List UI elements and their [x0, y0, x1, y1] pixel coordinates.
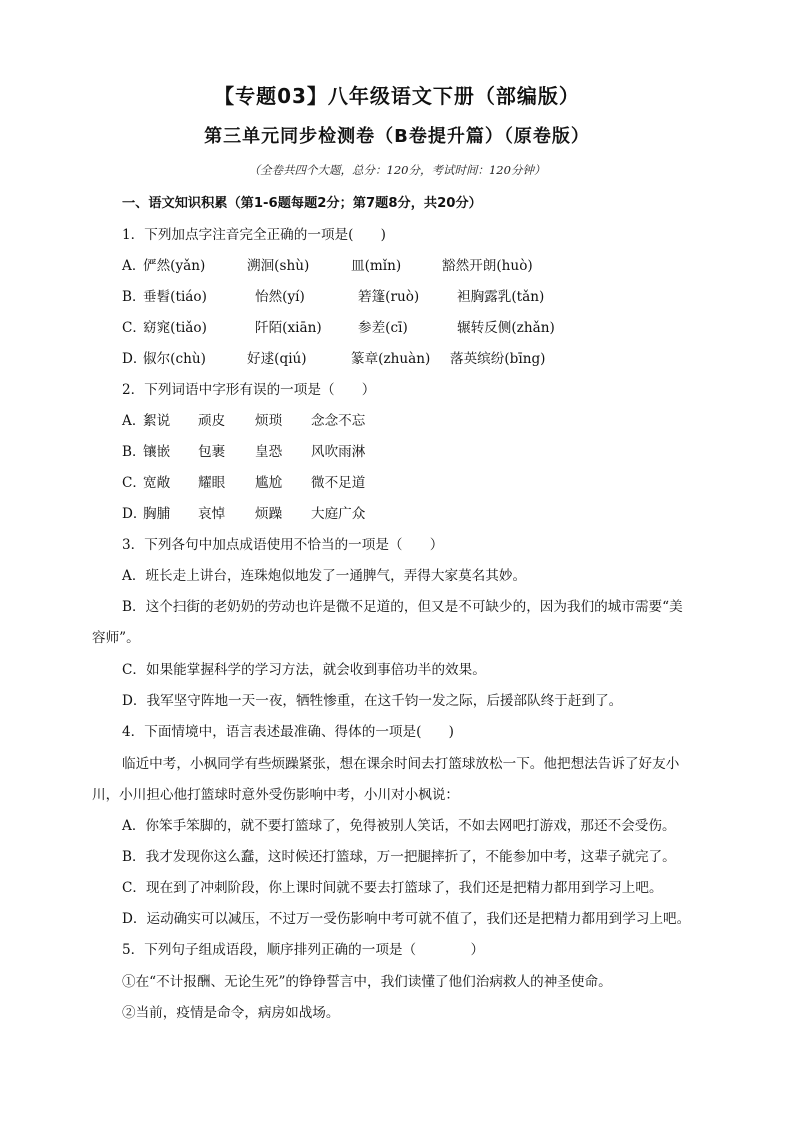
q2-option-a-item: 絮说: [143, 413, 171, 429]
q2-option-b-item: 包裹: [198, 444, 226, 460]
q4-option-d: D．运动确实可以减压，不过万一受伤影响中考可就不值了，我们还是把精力都用到学习上吧。: [122, 911, 691, 927]
q3-option-b-continued: 容师”。: [92, 630, 140, 646]
q1-option-b-item: 箬篷(ruò): [358, 289, 420, 305]
q4-option-b: B．我才发现你这么蠢，这时候还打篮球，万一把腿摔折了，不能参加中考，这辈子就完了。: [122, 849, 676, 865]
q1-option-c-letter: C．: [122, 320, 146, 336]
question-5-stem: 5．下列句子组成语段，顺序排列正确的一项是（ ）: [122, 942, 485, 958]
question-1-stem: 1．下列加点字注音完全正确的一项是( ): [122, 227, 386, 243]
q1-option-d-item: 好逑(qiú): [247, 351, 307, 367]
q3-option-a: A．班长走上讲台，连珠炮似地发了一通脾气，弄得大家莫名其妙。: [122, 568, 527, 584]
exam-note: （全卷共四个大题，总分：120分，考试时间：120分钟）: [248, 163, 546, 177]
q4-context-continued: 川，小川担心他打篮球时意外受伤影响中考，小川对小枫说：: [92, 787, 460, 803]
q1-option-d-letter: D．: [122, 351, 147, 367]
q1-option-a-item: 豁然开朗(huò): [442, 258, 533, 274]
q5-sentence-1: ①在“不计报酬、无论生死”的铮铮誓言中，我们读懂了他们治病救人的神圣使命。: [122, 974, 612, 990]
q2-option-b-item: 皇恐: [255, 444, 283, 460]
q1-option-d-item: 篆章(zhuàn): [351, 351, 431, 367]
question-2-stem: 2．下列词语中字形有误的一项是（ ）: [122, 382, 376, 398]
q2-option-a-letter: A．: [122, 413, 146, 429]
q3-option-b: B．这个扫街的老奶奶的劳动也许是微不足道的，但又是不可缺少的，因为我们的城市需要“美: [122, 599, 683, 615]
q2-option-a-item: 烦琐: [255, 413, 283, 429]
q1-option-d-item: 俶尔(chù): [143, 351, 206, 367]
q1-option-c-item: 阡陌(xiān): [255, 320, 322, 336]
q4-option-a: A．你笨手笨脚的，就不要打篮球了，免得被别人笑话，不如去网吧打游戏，那还不会受伤。: [122, 818, 676, 834]
q5-sentence-2: ②当前，疫情是命令，病房如战场。: [122, 1005, 340, 1021]
q1-option-a-item: 俨然(yǎn): [143, 258, 206, 274]
question-4-stem: 4．下面情境中，语言表述最准确、得体的一项是( ): [122, 724, 454, 740]
q2-option-c-item: 宽敞: [143, 475, 171, 491]
q1-option-a-letter: A．: [122, 258, 146, 274]
q1-option-c-item: 窈窕(tiǎo): [143, 320, 207, 336]
q3-option-c: C．如果能掌握科学的学习方法，就会收到事倍功半的效果。: [122, 662, 486, 678]
q2-option-b-item: 风吹雨淋: [311, 444, 366, 460]
q2-option-d-letter: D．: [122, 506, 147, 522]
page-subtitle: 第三单元同步检测卷（B卷提升篇）（原卷版）: [204, 126, 590, 147]
q2-option-a-item: 念念不忘: [311, 413, 366, 429]
q1-option-b-item: 袒胸露乳(tǎn): [457, 289, 545, 305]
question-3-stem: 3．下列各句中加点成语使用不恰当的一项是（ ）: [122, 537, 444, 553]
q2-option-a-item: 顽皮: [198, 413, 226, 429]
q2-option-b-letter: B．: [122, 444, 146, 460]
q1-option-d-item: 落英缤纷(bīng): [450, 351, 546, 367]
q1-option-a-item: 溯洄(shù): [247, 258, 310, 274]
q2-option-d-item: 烦躁: [255, 506, 283, 522]
section-heading: 一、语文知识积累（第1-6题每题2分；第7题8分，共20分）: [122, 196, 482, 211]
q3-option-d: D．我军坚守阵地一天一夜，牺牲惨重，在这千钧一发之际，后援部队终于赶到了。: [122, 693, 623, 709]
q2-option-d-item: 胸脯: [143, 506, 171, 522]
q2-option-c-item: 尴尬: [255, 475, 283, 491]
q2-option-c-item: 微不足道: [311, 475, 366, 491]
q2-option-c-letter: C．: [122, 475, 146, 491]
q1-option-a-item: 皿(mǐn): [351, 258, 402, 274]
page-title: 【专题03】八年级语文下册（部编版）: [214, 84, 580, 108]
q2-option-c-item: 耀眼: [198, 475, 226, 491]
q2-option-d-item: 大庭广众: [311, 506, 366, 522]
q4-option-c: C．现在到了冲刺阶段，你上课时间就不要去打篮球了，我们还是把精力都用到学习上吧。: [122, 880, 663, 896]
q1-option-c-item: 参差(cī): [358, 320, 408, 336]
q1-option-b-item: 垂髫(tiáo): [143, 289, 207, 305]
q2-option-d-item: 哀悼: [198, 506, 226, 522]
q1-option-b-item: 怡然(yí): [255, 289, 305, 305]
q2-option-b-item: 镶嵌: [143, 444, 171, 460]
q4-context: 临近中考，小枫同学有些烦躁紧张，想在课余时间去打篮球放松一下。他把想法告诉了好友小: [122, 756, 680, 772]
q1-option-b-letter: B．: [122, 289, 146, 305]
q1-option-c-item: 辗转反侧(zhǎn): [457, 320, 555, 336]
